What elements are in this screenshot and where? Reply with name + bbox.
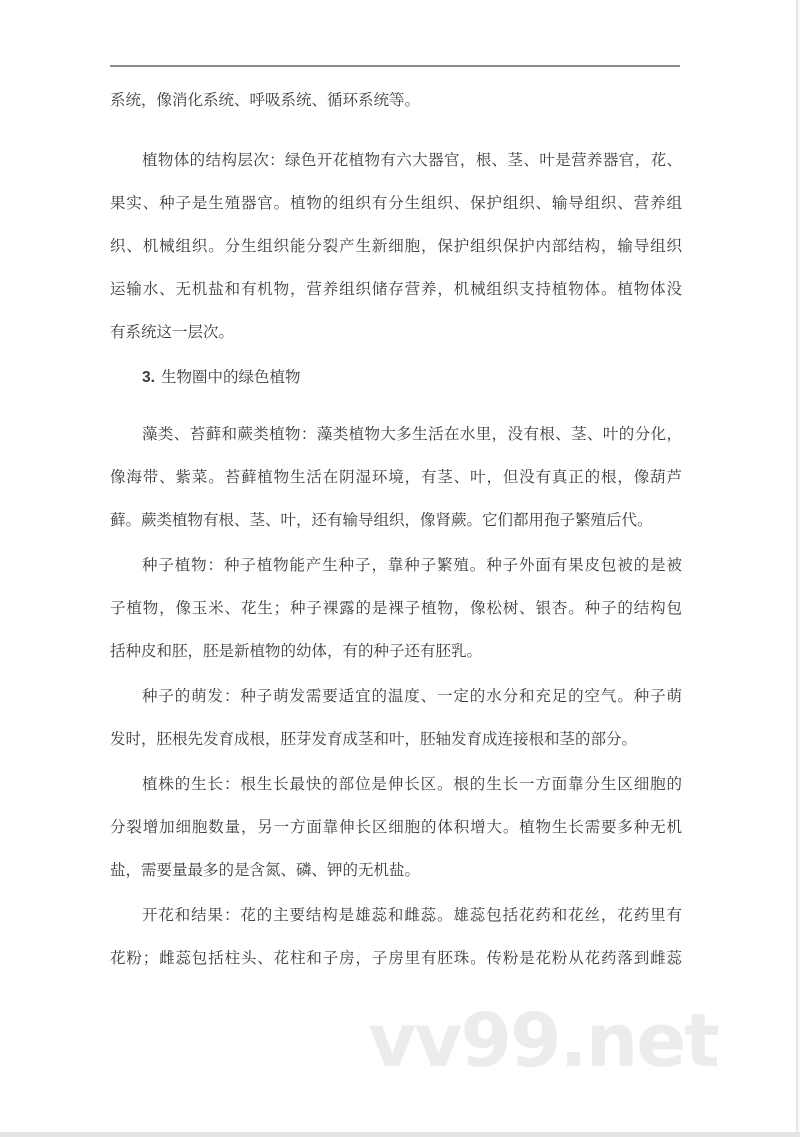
text-line: 分裂增加细胞数量，另一方面靠伸长区细胞的体积增大。植物生长需要多种无机 [110,818,682,836]
text-line: 盐，需要量最多的是含氮、磷、钾的无机盐。 [110,861,421,879]
text-line: 子植物，像玉米、花生；种子裸露的是裸子植物，像松树、银杏。种子的结构包 [110,599,682,617]
text-line: 植物体的结构层次：绿色开花植物有六大器官，根、茎、叶是营养器官，花、 [142,151,682,169]
text-line: 运输水、无机盐和有机物，营养组织储存营养，机械组织支持植物体。植物体没 [110,280,682,298]
document-body [110,79,682,980]
text-line: 花粉；雌蕊包括柱头、花柱和子房，子房里有胚珠。传粉是花粉从花药落到雌蕊 [110,949,682,967]
text-line: 种子的萌发：种子萌发需要适宜的温度、一定的水分和充足的空气。种子萌 [142,687,682,705]
text-line: 织、机械组织。分生组织能分裂产生新细胞，保护组织保护内部结构，输导组织 [110,237,682,255]
text-line: 藓。蕨类植物有根、茎、叶，还有输导组织，像肾蕨。它们都用孢子繁殖后代。 [110,511,653,529]
text-line: 有系统这一层次。 [110,323,235,341]
page-bottom-edge [0,1132,800,1137]
text-line: 像海带、紫菜。苔藓植物生活在阴湿环境，有茎、叶，但没有真正的根，像葫芦 [110,468,682,486]
paragraph [110,675,682,761]
watermark: vv99.net [368,998,718,1084]
paragraph [110,544,682,673]
header-rule [110,65,680,67]
text-line: 系统，像消化系统、呼吸系统、循环系统等。 [110,91,421,109]
section-heading [110,356,682,399]
paragraph [110,763,682,892]
paragraph [110,413,682,542]
section-title: 生物圈中的绿色植物 [160,368,301,386]
text-line: 果实、种子是生殖器官。植物的组织有分生组织、保护组织、输导组织、营养组 [110,194,682,212]
text-line: 植株的生长：根生长最快的部位是伸长区。根的生长一方面靠分生区细胞的 [142,775,682,793]
text-line: 种子植物：种子植物能产生种子，靠种子繁殖。种子外面有果皮包被的是被 [142,556,682,574]
text-line: 括种皮和胚，胚是新植物的幼体，有的种子还有胚乳。 [110,642,483,660]
section-number: 3. [142,369,155,386]
text-line: 藻类、苔藓和蕨类植物：藻类植物大多生活在水里，没有根、茎、叶的分化， [142,425,682,443]
text-line: 发时，胚根先发育成根，胚芽发育成茎和叶，胚轴发育成连接根和茎的部分。 [110,730,638,748]
paragraph [110,139,682,354]
paragraph [110,894,682,980]
paragraph [110,79,682,122]
text-line: 开花和结果：花的主要结构是雄蕊和雌蕊。雄蕊包括花药和花丝，花药里有 [142,906,682,924]
